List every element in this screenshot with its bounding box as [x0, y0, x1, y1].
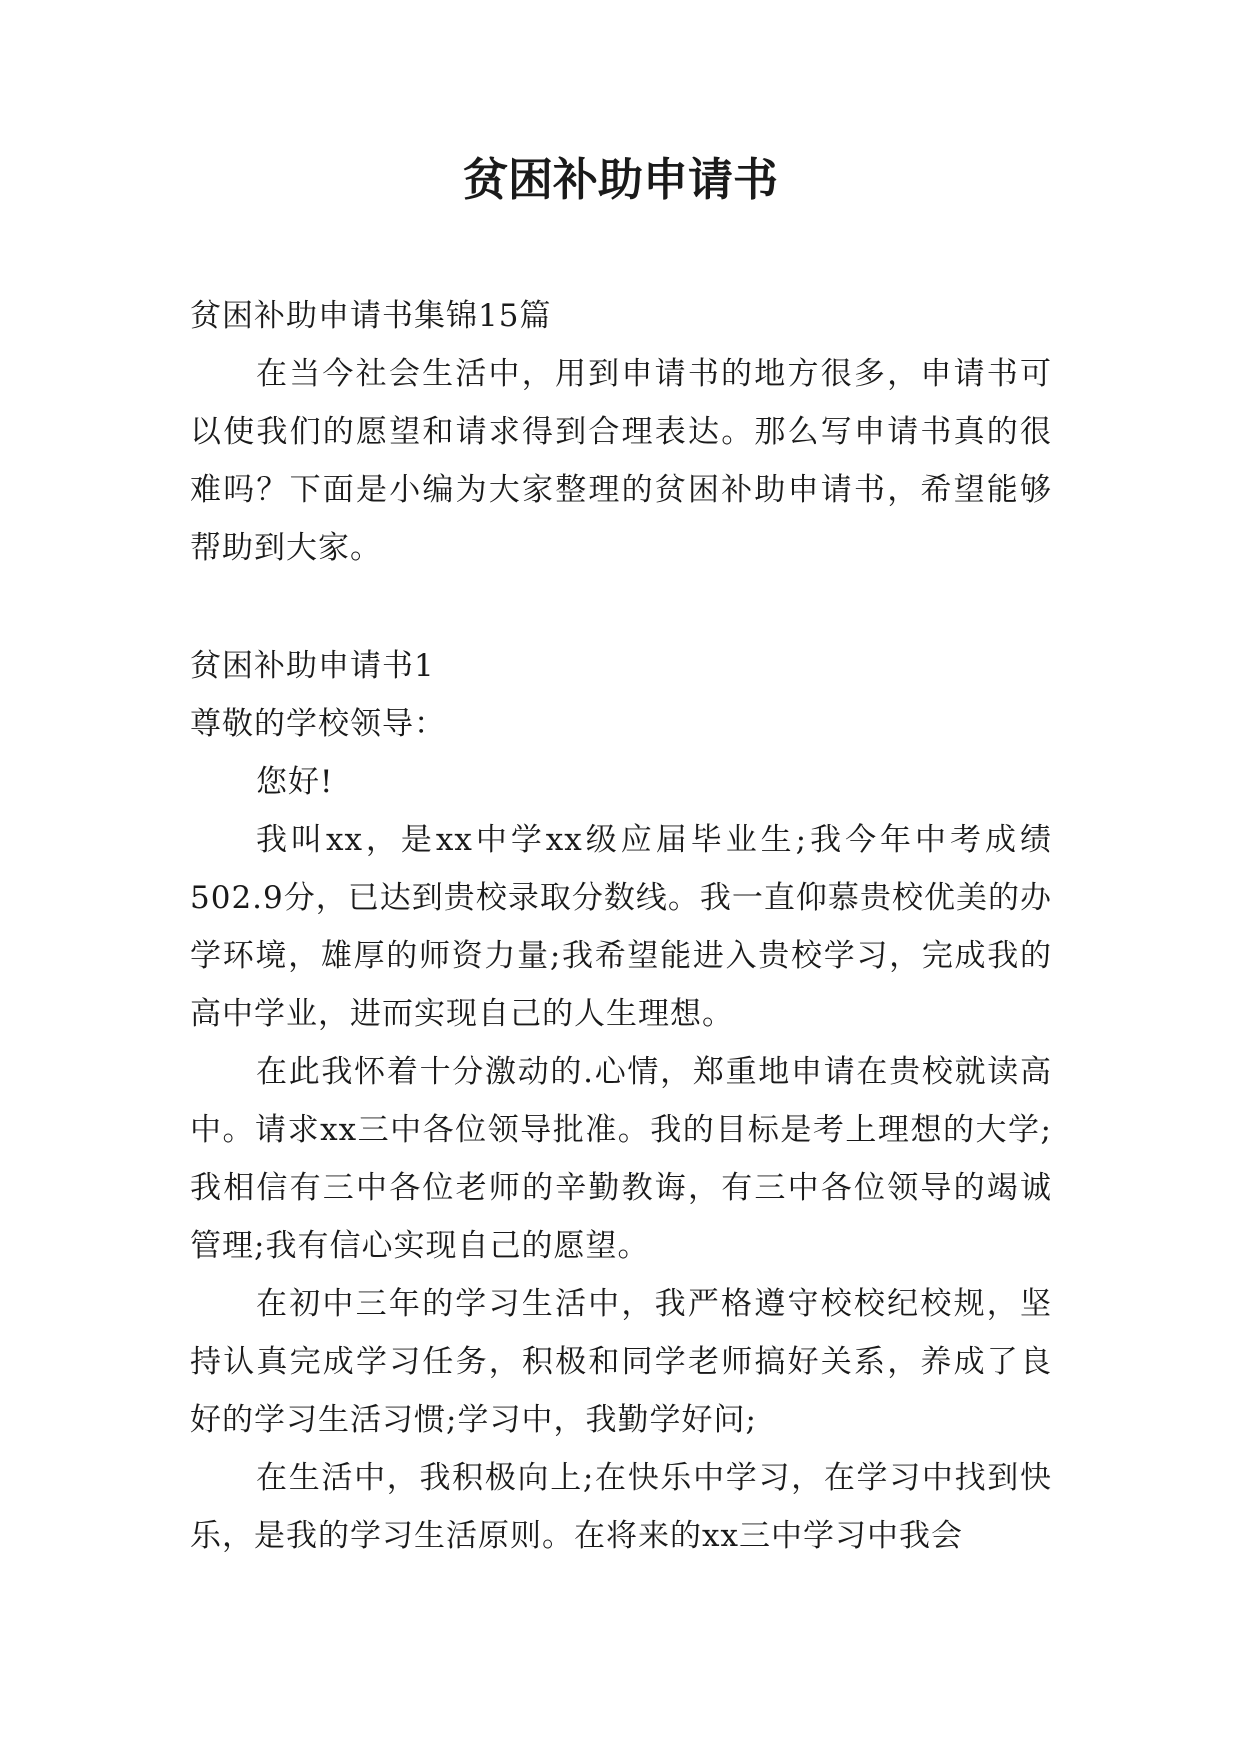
body-paragraph: 在此我怀着十分激动的.心情，郑重地申请在贵校就读高中。请求xx三中各位领导批准。我的目标是考上理想的大学;我相信有三中各位老师的辛勤教诲，有三中各位领导的竭诚管理;我有信心实现自己的愿望。: [190, 1054, 1052, 1264]
document-title: 贫困补助申请书: [462, 153, 778, 206]
intro-paragraph: 在当今社会生活中，用到申请书的地方很多，申请书可以使我们的愿望和请求得到合理表达。那么写申请书真的很难吗？下面是小编为大家整理的贫困补助申请书，希望能够帮助到大家。: [190, 356, 1052, 566]
body-paragraph: 我叫xx，是xx中学xx级应届毕业生;我今年中考成绩502.9分，已达到贵校录取分数线。我一直仰慕贵校优美的办学环境，雄厚的师资力量;我希望能进入贵校学习，完成我的高中学业，进而实现自己的人生理想。: [190, 822, 1052, 1032]
body-paragraph: 在生活中，我积极向上;在快乐中学习，在学习中找到快乐，是我的学习生活原则。在将来的xx三中学习中我会: [190, 1460, 1052, 1554]
section-heading: 贫困补助申请书1: [190, 648, 435, 684]
body-paragraph: 在初中三年的学习生活中，我严格遵守校校纪校规，坚持认真完成学习任务，积极和同学老师搞好关系，养成了良好的学习生活习惯;学习中，我勤学好问;: [190, 1286, 1052, 1438]
salutation: 尊敬的学校领导：: [190, 706, 446, 742]
collection-subtitle: 贫困补助申请书集锦15篇: [190, 298, 552, 334]
document-body: [190, 287, 1052, 1565]
greeting: 您好!: [256, 764, 334, 800]
